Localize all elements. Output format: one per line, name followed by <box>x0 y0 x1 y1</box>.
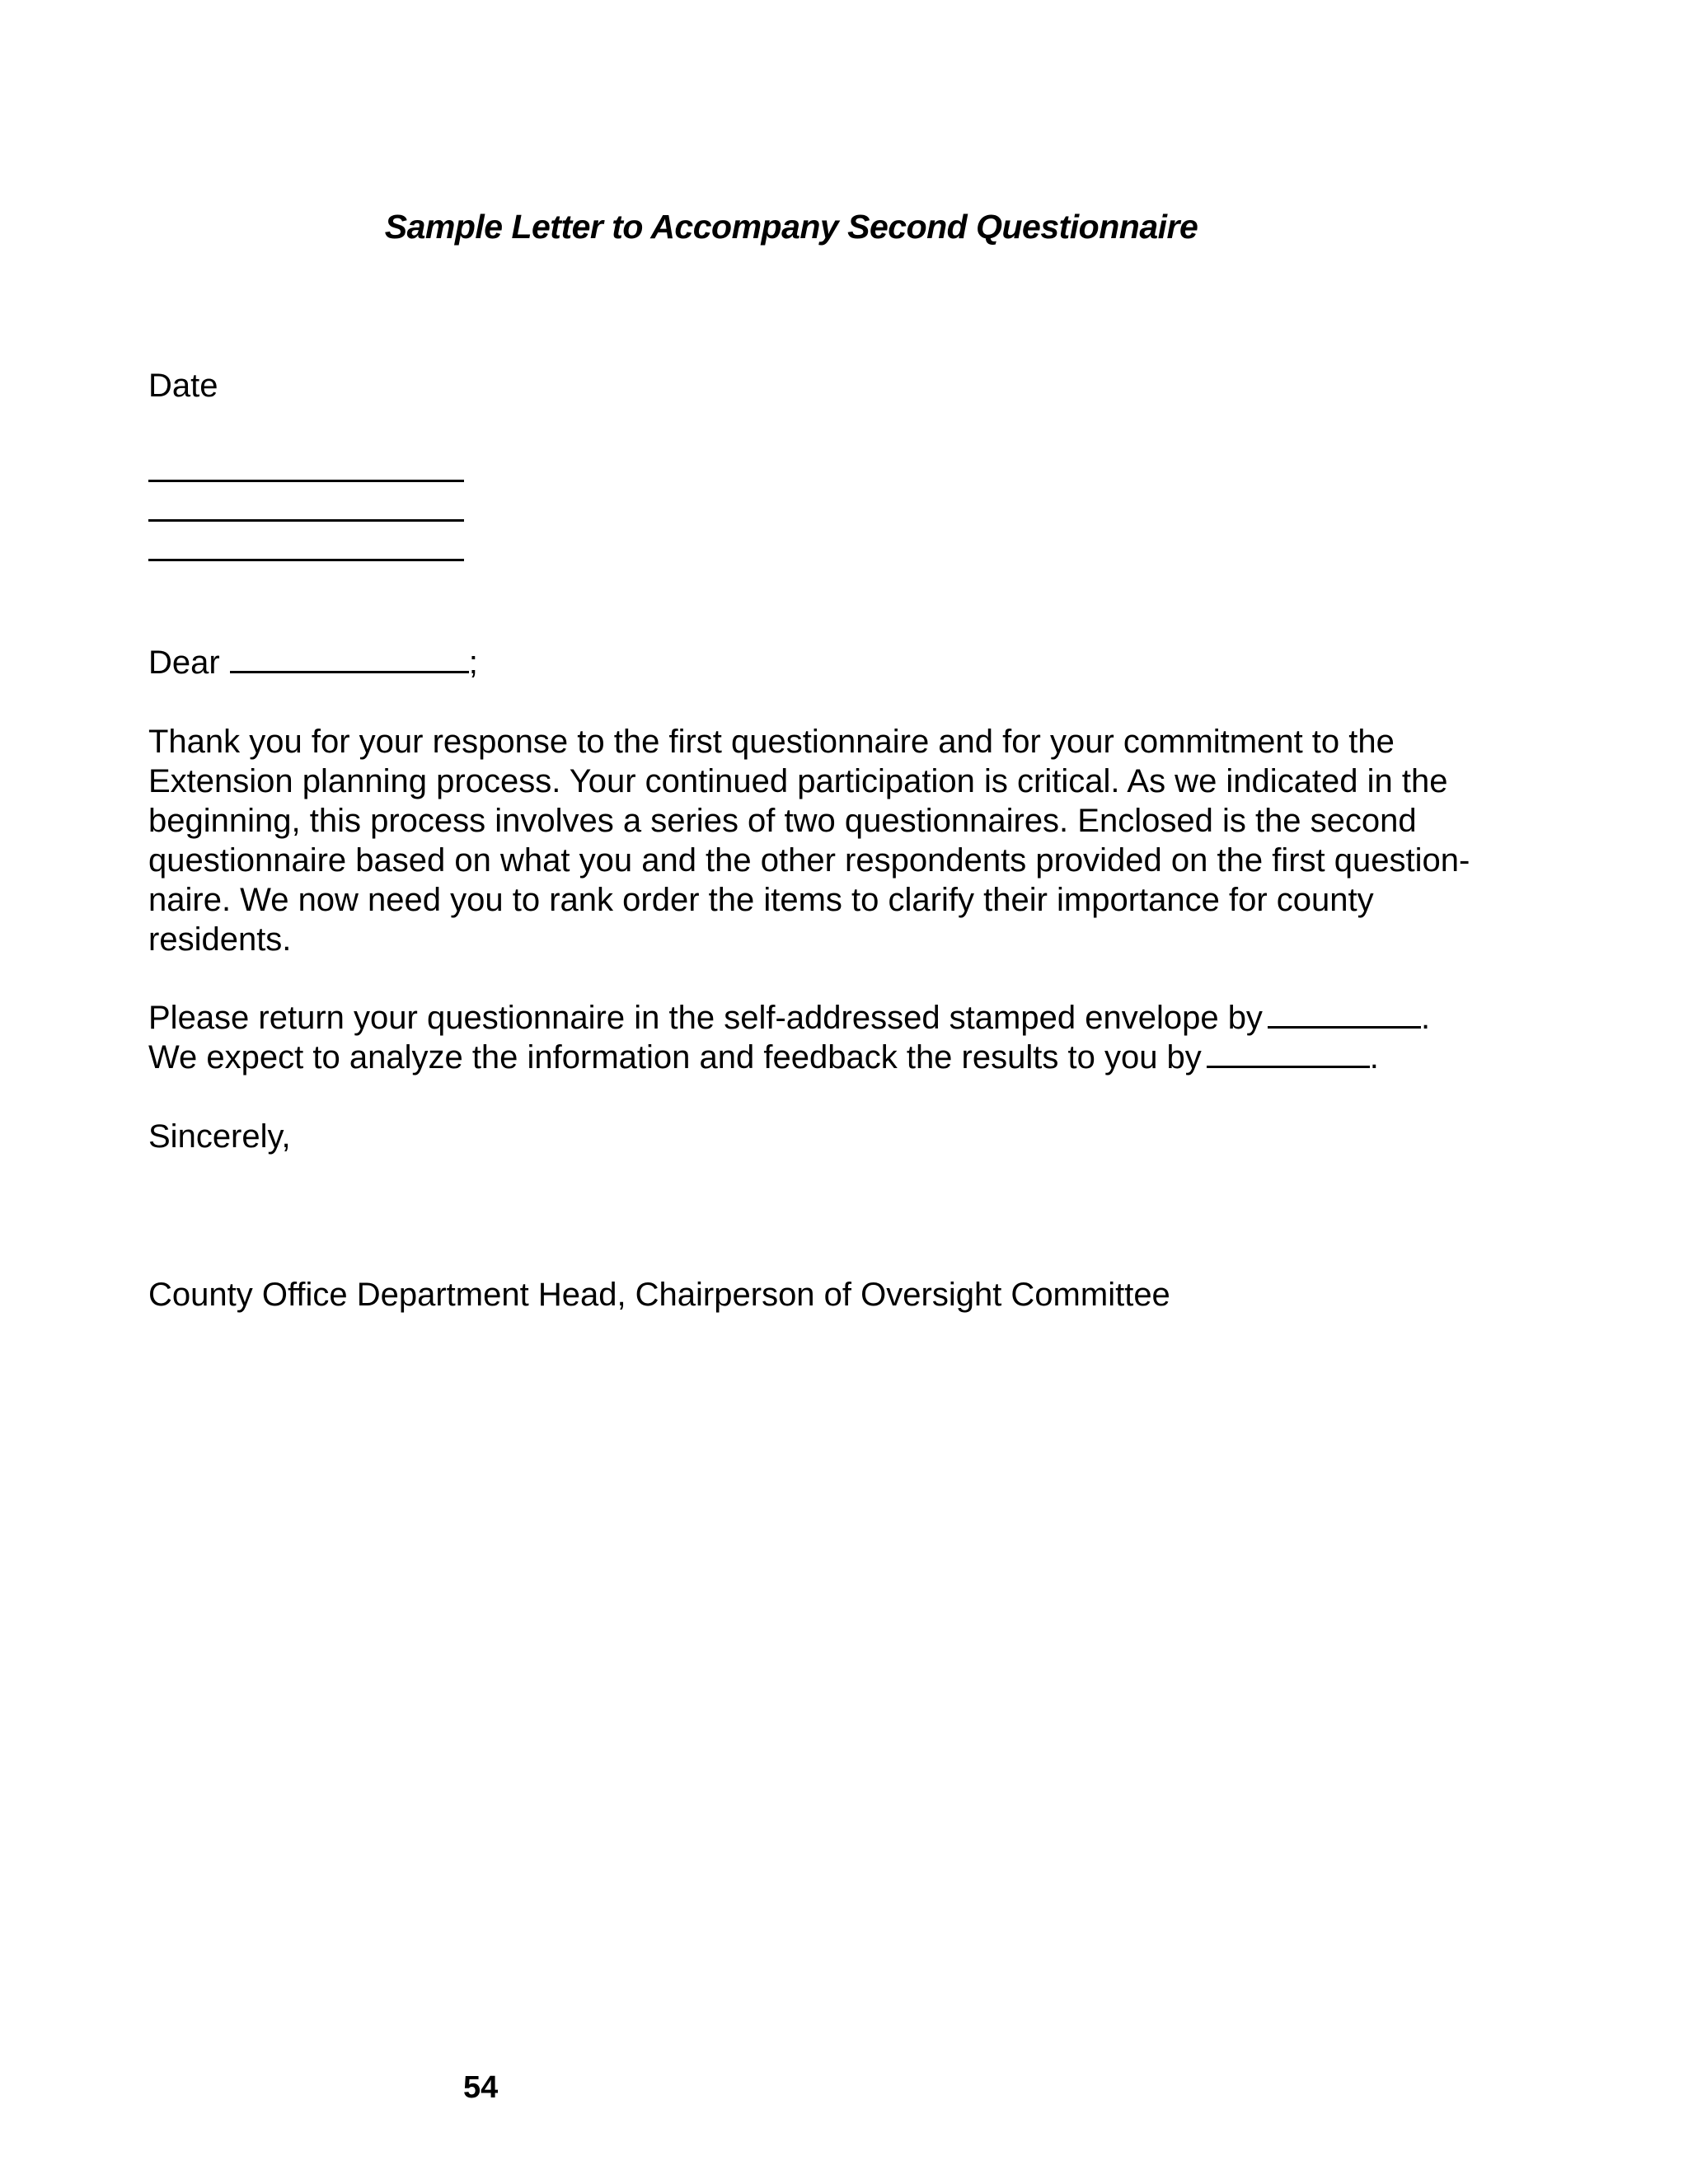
page-number: 54 <box>463 2070 499 2105</box>
salutation-word: Dear <box>148 644 220 681</box>
paragraph-1-line: residents. <box>148 921 292 958</box>
feedback-date-blank <box>1207 1041 1370 1068</box>
paragraph-1-line: Thank you for your response to the first questionnaire and for your commitment to the <box>148 724 1395 760</box>
return-date-period: . <box>1420 1000 1431 1036</box>
address-blank-line-3 <box>148 559 464 561</box>
date-label: Date <box>148 368 218 404</box>
page-title: Sample Letter to Accompany Second Questionnaire <box>384 208 1198 246</box>
recipient-name-blank <box>230 646 469 673</box>
return-date-text: Please return your questionnaire in the self-addressed stamped envelope by <box>148 1000 1263 1036</box>
paragraph-1-line: naire. We now need you to rank order the items to clarify their importance for county <box>148 882 1374 918</box>
feedback-date-line <box>148 1038 1430 1077</box>
paragraph-1-line: beginning, this process involves a series of two questionnaires. Enclosed is the second <box>148 803 1417 839</box>
feedback-date-text: We expect to analyze the information and feedback the results to you by <box>148 1039 1202 1076</box>
salutation <box>148 643 478 682</box>
paragraph-1-line: questionnaire based on what you and the other respondents provided on the first question- <box>148 842 1470 879</box>
feedback-date-period: . <box>1369 1039 1379 1076</box>
body-paragraph-1 <box>148 722 1470 959</box>
salutation-punctuation: ; <box>468 644 478 681</box>
address-blank-line-1 <box>148 480 464 482</box>
closing: Sincerely, <box>148 1118 291 1155</box>
signature-line: County Office Department Head, Chairperson of Oversight Committee <box>148 1277 1170 1313</box>
body-paragraph-2 <box>148 998 1430 1077</box>
paragraph-1-line: Extension planning process. Your continued participation is critical. As we indicated in the <box>148 763 1448 799</box>
return-date-blank <box>1268 1001 1421 1029</box>
address-blank-line-2 <box>148 519 464 522</box>
return-date-line <box>148 998 1430 1038</box>
